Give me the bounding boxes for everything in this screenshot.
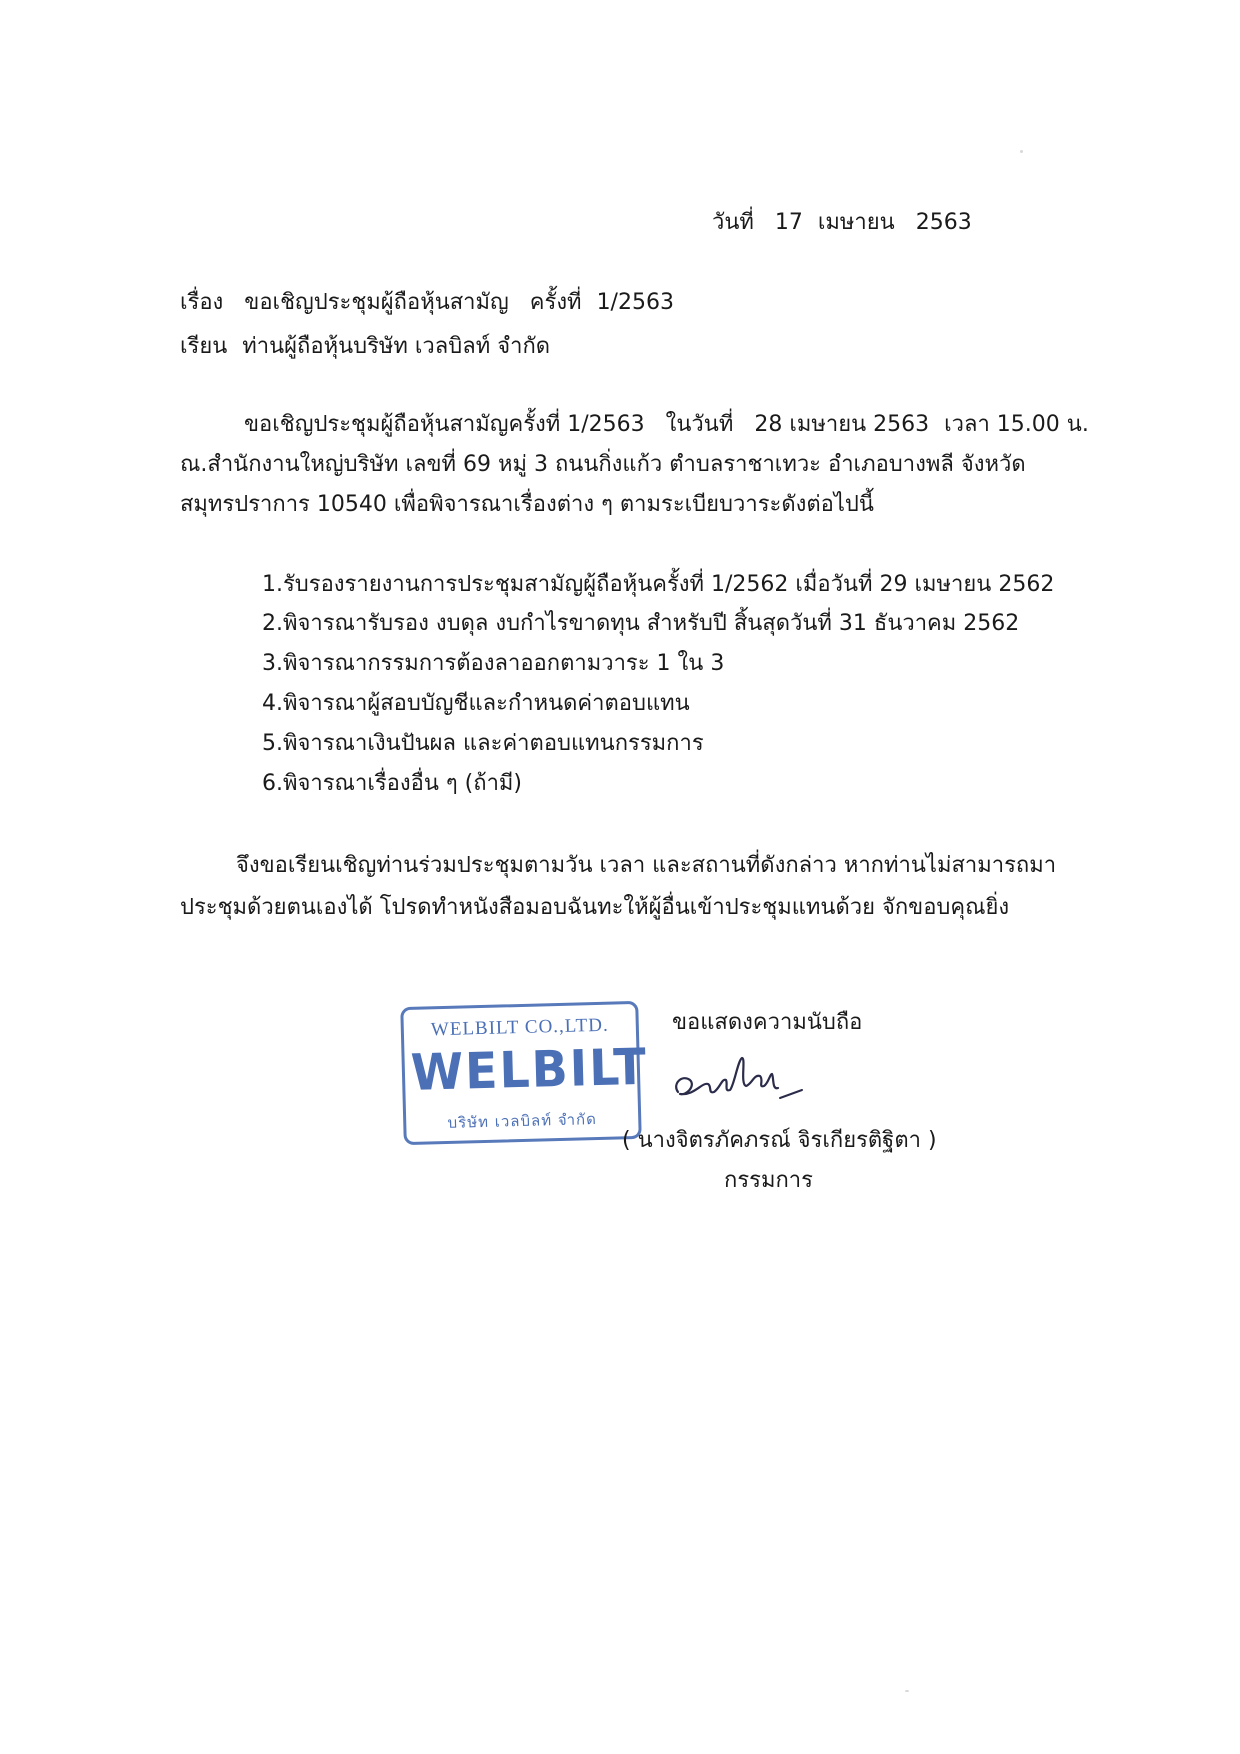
subject-text: ขอเชิญประชุมผู้ถือหุ้นสามัญ [244, 290, 509, 315]
signer-name: ( นางจิตรภัคภรณ์ จิรเกียรติฐิตา ) [622, 1128, 937, 1153]
agenda-item: 1.รับรองรายงานการประชุมสามัญผู้ถือหุ้นครั้งที่ 1/2562 เมื่อวันที่ 29 เมษายน 2562 [262, 572, 1055, 597]
letter-subject [180, 288, 674, 318]
scan-speck [905, 1690, 909, 1692]
body-line-1-c: 28 เมษายน 2563 [754, 412, 930, 437]
company-stamp [400, 1001, 649, 1145]
body-line-1 [244, 410, 1089, 440]
closing-line-2: ประชุมด้วยตนเองได้ โปรดทำหนังสือมอบฉันทะให้ผู้อื่นเข้าประชุมแทนด้วย จักขอบคุณยิ่ง [180, 895, 1010, 920]
date-month: เมษายน [817, 210, 895, 235]
agenda-item: 4.พิจารณาผู้สอบบัญชีและกำหนดค่าตอบแทน [262, 691, 690, 716]
scan-speck [1020, 150, 1023, 153]
date-prefix: วันที่ [712, 210, 754, 235]
regards-text: ขอแสดงความนับถือ [672, 1010, 863, 1035]
agenda-item: 5.พิจารณาเงินปันผล และค่าตอบแทนกรรมการ [262, 731, 704, 756]
agenda-item: 2.พิจารณารับรอง งบดุล งบกำไรขาดทุน สำหรับปี สิ้นสุดวันที่ 31 ธันวาคม 2562 [262, 611, 1020, 636]
subject-number-label: ครั้งที่ [529, 290, 582, 315]
recipient-label: เรียน [180, 334, 228, 359]
letter-date [712, 208, 972, 238]
stamp-company-en: WELBILT CO.,LTD. [430, 1014, 609, 1041]
signature-image [668, 1044, 808, 1114]
subject-number: 1/2563 [596, 290, 674, 315]
letter-recipient [180, 332, 550, 362]
body-line-1-a: ขอเชิญประชุมผู้ถือหุ้นสามัญครั้งที่ 1/2563 [244, 412, 645, 437]
date-year: 2563 [915, 210, 972, 235]
subject-label: เรื่อง [180, 290, 224, 315]
closing-line-1: จึงขอเรียนเชิญท่านร่วมประชุมตามวัน เวลา และสถานที่ดังกล่าว หากท่านไม่สามารถมา [236, 853, 1057, 878]
agenda-item: 6.พิจารณาเรื่องอื่น ๆ (ถ้ามี) [262, 771, 523, 796]
body-line-3: สมุทรปราการ 10540 เพื่อพิจารณาเรื่องต่าง ๆ ตามระเบียบวาระดังต่อไปนี้ [180, 492, 874, 517]
date-day: 17 [774, 210, 803, 235]
signer-position: กรรมการ [724, 1168, 813, 1193]
agenda-item: 3.พิจารณากรรมการต้องลาออกตามวาระ 1 ใน 3 [262, 651, 725, 676]
recipient-text: ท่านผู้ถือหุ้นบริษัท เวลบิลท์ จำกัด [242, 334, 551, 359]
body-line-1-b: ในวันที่ [665, 412, 734, 437]
stamp-logo: WELBILT [410, 1037, 649, 1102]
body-line-1-d: เวลา 15.00 น. [944, 412, 1089, 437]
stamp-company-th: บริษัท เวลบิลท์ จำกัด [447, 1110, 598, 1132]
body-line-2: ณ.สำนักงานใหญ่บริษัท เลขที่ 69 หมู่ 3 ถนนกิ่งแก้ว ตำบลราชาเทวะ อำเภอบางพลี จังหวัด [180, 452, 1026, 477]
